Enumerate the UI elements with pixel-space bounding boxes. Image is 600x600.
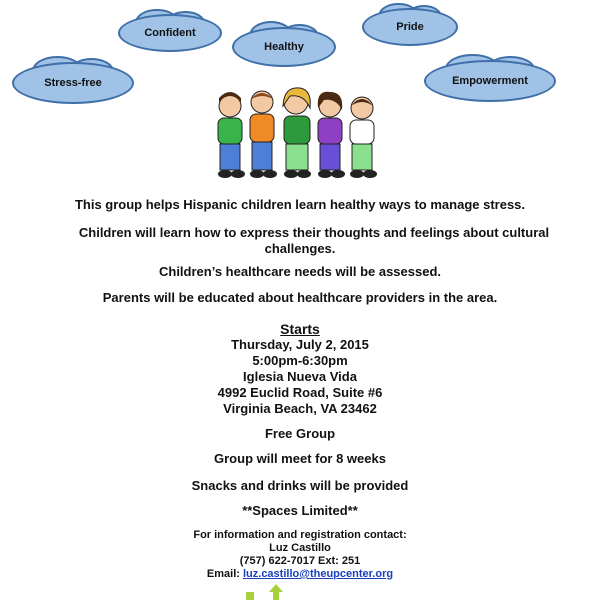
spaces-limited-label: **Spaces Limited** (242, 503, 358, 518)
cloud-confident-label: Confident (144, 27, 196, 39)
snacks-label: Snacks and drinks will be provided (191, 478, 409, 493)
contact-email-row (0, 567, 600, 581)
child-white (350, 97, 377, 178)
intro-paragraph: This group helps Hispanic children learn healthy ways to manage stress. (74, 197, 526, 212)
logo-bar (246, 592, 254, 600)
logo-arrow-icon (268, 584, 284, 600)
weeks-label: Group will meet for 8 weeks (214, 451, 386, 466)
child-purple (318, 92, 345, 178)
healthcare-paragraph: Children’s healthcare needs will be assessed. (158, 264, 442, 279)
event-date: Thursday, July 2, 2015 (231, 337, 369, 352)
cloud-stress-free (12, 62, 134, 104)
email-link[interactable]: luz.castillo@theupcenter.org (242, 568, 394, 580)
cloud-healthy-label: Healthy (264, 41, 304, 53)
cultural-paragraph-line2: challenges. (264, 241, 336, 256)
children-illustration (200, 86, 400, 186)
contact-name: Luz Castillo (269, 542, 331, 554)
cloud-pride (362, 8, 458, 46)
event-venue: Iglesia Nueva Vida (243, 369, 357, 384)
starts-heading: Starts (280, 321, 320, 337)
cloud-empowerment (424, 60, 556, 102)
contact-phone: (757) 622-7017 Ext: 251 (239, 555, 361, 567)
email-label: Email: (206, 568, 240, 580)
cultural-paragraph-line1: Children will learn how to express their thoughts and feelings about cultural (78, 225, 550, 240)
contact-heading: For information and registration contact: (193, 529, 407, 541)
child-blue (218, 92, 245, 178)
cloud-healthy (232, 27, 336, 67)
cloud-pride-label: Pride (396, 21, 424, 33)
event-city: Virginia Beach, VA 23462 (223, 401, 377, 416)
parents-paragraph: Parents will be educated about healthcare providers in the area. (102, 290, 498, 305)
event-address: 4992 Euclid Road, Suite #6 (217, 385, 383, 400)
cloud-empowerment-label: Empowerment (452, 75, 528, 87)
child-green (283, 88, 311, 178)
free-group-label: Free Group (264, 426, 336, 441)
event-time: 5:00pm-6:30pm (252, 353, 348, 368)
cloud-stress-free-label: Stress-free (44, 77, 102, 89)
cloud-confident (118, 14, 222, 52)
child-orange (250, 91, 277, 178)
